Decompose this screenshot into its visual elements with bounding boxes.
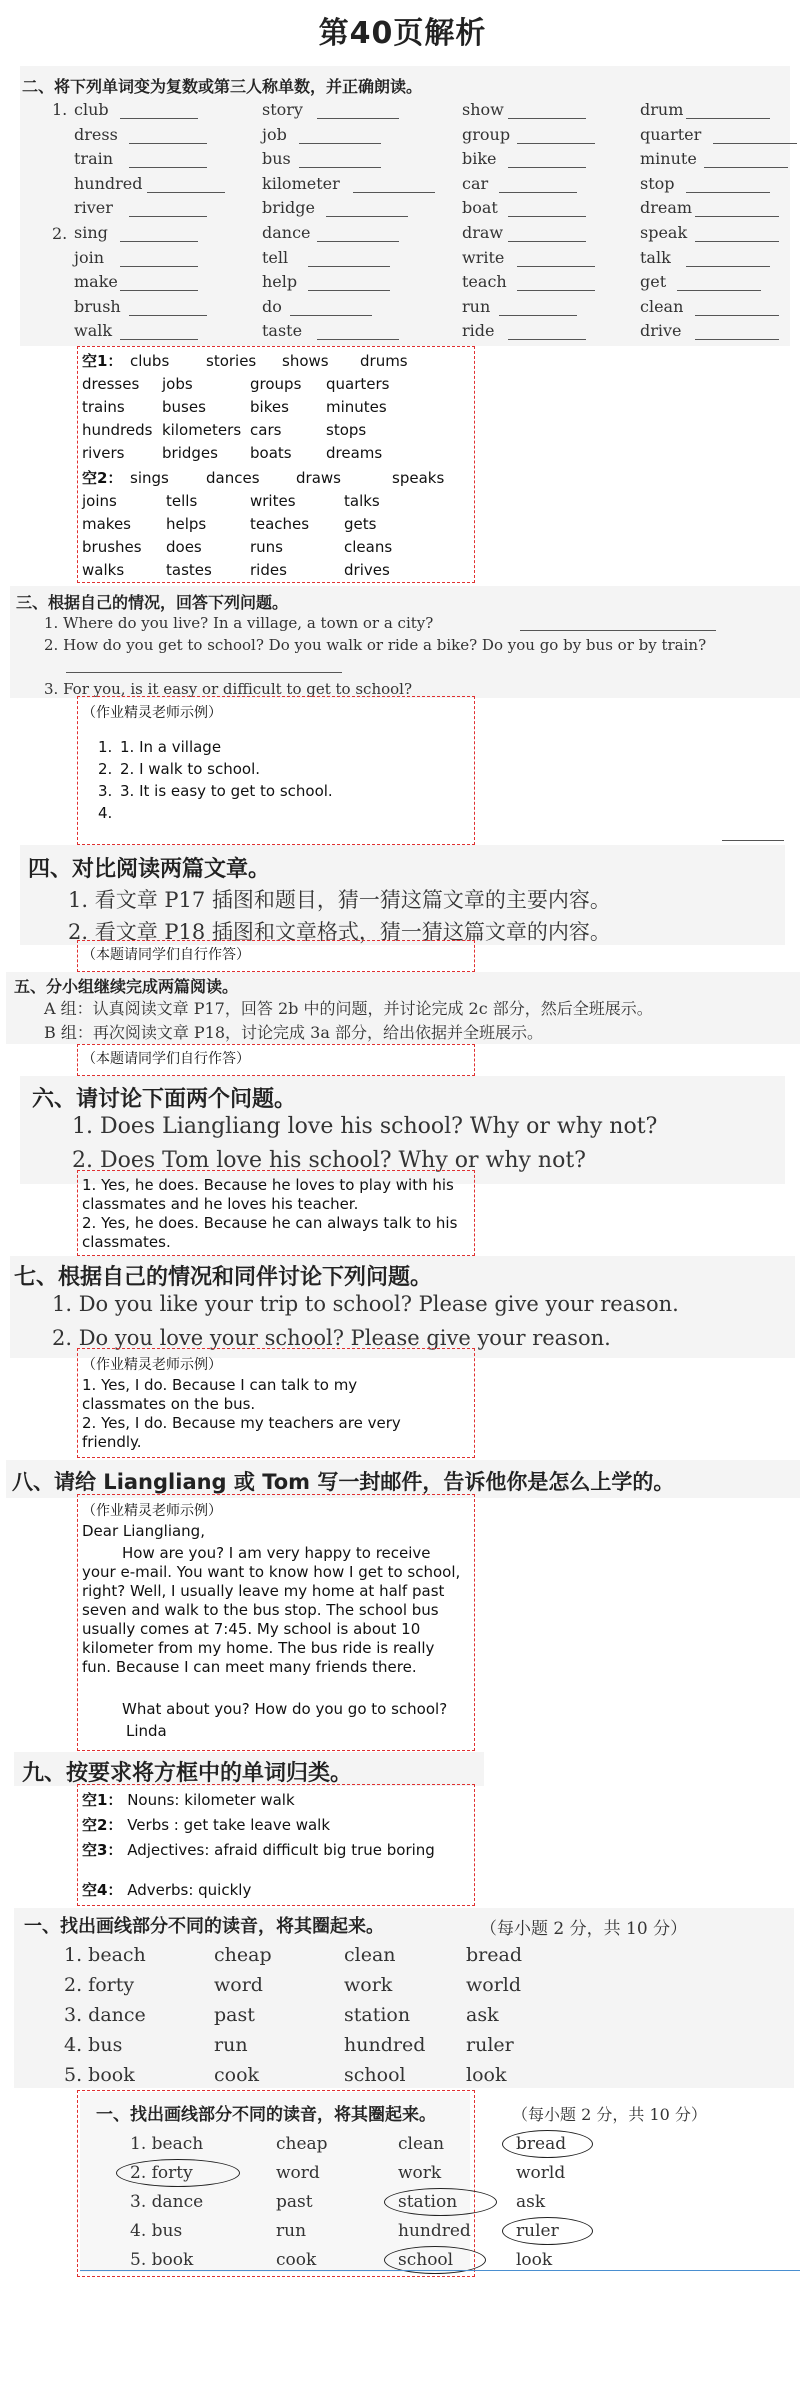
answer-line [695, 315, 779, 316]
phonics-word: past [276, 2192, 313, 2212]
answer-word: dreams [326, 444, 383, 462]
phonics-word: 1. beach [64, 1944, 146, 1966]
answer-line [508, 167, 586, 168]
phonics-word: hundred [398, 2221, 471, 2241]
vocab-word: join [74, 247, 105, 267]
answer-line [713, 143, 797, 144]
answer-word: trains [82, 398, 125, 416]
vocab-word: train [74, 149, 114, 169]
answer-word: quarters [326, 375, 390, 393]
answer-word: cars [250, 421, 282, 439]
vocab-word: car [462, 173, 489, 193]
vocab-word: teach [462, 272, 507, 292]
answer-word: makes [82, 515, 131, 533]
phonics-word: clean [398, 2134, 445, 2154]
phonics-word: station [344, 2004, 411, 2026]
vocab-word: bike [462, 149, 497, 169]
answer-line [129, 167, 207, 168]
section-7-answer-1: 1. Yes, I do. Because I can talk to my classmates on the bus. [82, 1376, 358, 1413]
answer-text: Nouns: kilometer walk [122, 1791, 295, 1809]
phonics-word: school [344, 2064, 406, 2086]
vocab-word: write [462, 247, 505, 267]
answer-line [299, 143, 381, 144]
answer-line [129, 315, 207, 316]
phonics-word: bread [466, 1944, 522, 1966]
section-4-question-1: 1. 看文章 P17 插图和题目，猜一猜这篇文章的主要内容。 [68, 888, 611, 912]
answer-line [686, 118, 770, 119]
answer-word: cleans [344, 538, 393, 556]
section-3-question-1: 1. Where do you live? In a village, a town or a city? [44, 614, 434, 632]
answer-line [299, 167, 381, 168]
vocab-word: minute [640, 149, 697, 169]
answer-word: tastes [166, 561, 212, 579]
answer-line [120, 290, 198, 291]
answer-word: writes [250, 492, 296, 510]
answer-word: draws [296, 469, 341, 487]
section-4-heading: 四、对比阅读两篇文章。 [28, 857, 271, 882]
answer-line [317, 118, 399, 119]
answer-circle [116, 2159, 240, 2187]
answer-word: drives [344, 561, 390, 579]
section-8-heading: 八、请给 Liangliang 或 Tom 写一封邮件，告诉他你是怎么上学的。 [12, 1470, 675, 1494]
section-10-answer-score: （每小题 2 分，共 10 分） [512, 2105, 707, 2124]
section-3-answer-list [98, 736, 333, 824]
answer-line [129, 143, 207, 144]
vocab-word: dream [640, 198, 693, 218]
answer-line [508, 216, 586, 217]
phonics-word: look [466, 2064, 507, 2086]
vocab-word: make [74, 272, 118, 292]
phonics-word: cook [214, 2064, 260, 2086]
answer-line [695, 241, 779, 242]
answer-word: tells [166, 492, 198, 510]
section-2-heading: 二、将下列单词变为复数或第三人称单数，并正确朗读。 [22, 77, 423, 96]
vocab-word: dress [74, 124, 118, 144]
phonics-word: ask [516, 2192, 546, 2212]
answer-word: dresses [82, 375, 140, 393]
answer-line [317, 339, 399, 340]
vocab-word: group [462, 124, 511, 144]
answer-word: gets [344, 515, 377, 533]
answer-word: clubs [130, 352, 170, 370]
vocab-word: kilometer [262, 173, 340, 193]
vocab-word: river [74, 198, 113, 218]
phonics-word: school [398, 2250, 454, 2270]
list-item [82, 1840, 462, 1860]
answer-line [508, 339, 586, 340]
section-9-heading: 九、按要求将方框中的单词归类。 [22, 1761, 353, 1786]
phonics-word: word [276, 2163, 320, 2183]
section-10-heading: 一、找出画线部分不同的读音，将其圈起来。 [24, 1916, 384, 1937]
vocab-word: club [74, 100, 109, 119]
answer-word: stops [326, 421, 367, 439]
answer-line [129, 216, 207, 217]
email-signature: Linda [126, 1722, 167, 1740]
answer-line [120, 266, 198, 267]
answer-line [508, 241, 586, 242]
answer-line [326, 216, 408, 217]
answer-word: bridges [162, 444, 218, 462]
vocab-word: talk [640, 247, 671, 267]
section-3-heading: 三、根据自己的情况，回答下列问题。 [16, 593, 289, 612]
section-6-heading: 六、请讨论下面两个问题。 [32, 1087, 297, 1112]
answer-line [722, 840, 784, 841]
phonics-word: world [516, 2163, 566, 2183]
answer-word: sings [130, 469, 169, 487]
answer-word: does [166, 538, 202, 556]
answer-line [308, 290, 390, 291]
section-5-group-a: A 组：认真阅读文章 P17，回答 2b 中的问题，并讨论完成 2c 部分，然后全班展示。 [44, 999, 653, 1018]
answer-label: 空4： [82, 1881, 123, 1899]
section-3-question-3: 3. For you, is it easy or difficult to get to school? [44, 680, 413, 698]
vocab-word: quarter [640, 124, 702, 144]
vocab-word: tell [262, 247, 289, 267]
list-item [82, 1815, 462, 1835]
phonics-word: work [398, 2163, 442, 2183]
vocab-word: walk [74, 321, 113, 341]
section-2-answer-label-2: 空2： [82, 469, 123, 487]
phonics-word: 5. book [64, 2064, 135, 2086]
answer-line [704, 167, 788, 168]
email-closing-question: What about you? How do you go to school? [122, 1700, 448, 1718]
phonics-word: 4. bus [130, 2221, 183, 2241]
phonics-word: 1. beach [130, 2134, 204, 2154]
answer-line [695, 216, 779, 217]
vocab-word: sing [74, 223, 108, 242]
answer-word: brushes [82, 538, 142, 556]
vocab-word: hundred [74, 173, 143, 193]
answer-word: walks [82, 561, 125, 579]
phonics-word: cook [276, 2250, 317, 2270]
answer-circle [502, 2217, 593, 2245]
answer-word: boats [250, 444, 292, 462]
answer-word: kilometers [162, 421, 242, 439]
answer-circle [502, 2130, 593, 2158]
list-item [82, 1880, 462, 1900]
answer-word: talks [344, 492, 380, 510]
answer-line [517, 266, 595, 267]
section-10-score: （每小题 2 分，共 10 分） [480, 1919, 688, 1939]
answer-word: joins [82, 492, 117, 510]
answer-word: buses [162, 398, 206, 416]
section-7-question-1: 1. Do you like your trip to school? Please give your reason. [52, 1292, 679, 1316]
section-7-heading: 七、根据自己的情况和同伴讨论下列问题。 [14, 1265, 433, 1290]
list-item [82, 1790, 462, 1810]
answer-word: drums [360, 352, 408, 370]
phonics-word: 2. forty [64, 1974, 135, 1996]
vocab-word: brush [74, 296, 121, 316]
section-7-answer-2: 2. Yes, I do. Because my teachers are very friendly. [82, 1414, 401, 1451]
answer-word: runs [250, 538, 283, 556]
phonics-word: ruler [516, 2221, 559, 2241]
vocab-word: run [462, 296, 491, 316]
answer-label: 空2： [82, 1816, 123, 1834]
answer-text: Verbs : get take leave walk [122, 1816, 331, 1834]
answer-line [353, 192, 435, 193]
vocab-word: drive [640, 321, 682, 341]
answer-line [517, 143, 595, 144]
email-greeting: Dear Liangliang, [82, 1522, 205, 1540]
vocab-word: bridge [262, 198, 315, 218]
answer-line [520, 630, 716, 631]
answer-line [66, 672, 342, 673]
section-5-group-b: B 组：再次阅读文章 P18，讨论完成 3a 部分，给出依据并全班展示。 [44, 1023, 543, 1042]
answer-line [499, 315, 577, 316]
list-item: 2. 2. I walk to school. [98, 760, 261, 778]
section-7-note: （作业精灵老师示例） [82, 1357, 222, 1373]
answer-word: shows [282, 352, 329, 370]
vocab-word: get [640, 272, 667, 292]
answer-word: speaks [392, 469, 445, 487]
answer-word: helps [166, 515, 207, 533]
answer-line [317, 241, 399, 242]
section-6-answer-1: 1. Yes, he does. Because he loves to play with his classmates and he loves his teacher. [82, 1176, 454, 1213]
section-2-answer-label-1: 空1： [82, 352, 123, 370]
vocab-word: boat [462, 198, 498, 218]
phonics-word: word [214, 1974, 263, 1996]
answer-word: jobs [162, 375, 193, 393]
phonics-word: ruler [466, 2034, 514, 2056]
phonics-word: work [344, 1974, 393, 1996]
section-6-answer-2: 2. Yes, he does. Because he can always talk to his classmates. [82, 1214, 458, 1251]
section-5-heading: 五、分小组继续完成两篇阅读。 [14, 977, 239, 996]
section-10-answer-heading: 一、找出画线部分不同的读音，将其圈起来。 [96, 2105, 436, 2125]
list-item: 4. [98, 804, 113, 822]
phonics-word: clean [344, 1944, 396, 1966]
vocab-word: dance [262, 223, 311, 242]
vocab-word: draw [462, 223, 504, 242]
answer-line [686, 192, 770, 193]
answer-word: rides [250, 561, 287, 579]
list-item: 3. 3. It is easy to get to school. [98, 782, 333, 800]
vocab-word: job [262, 124, 287, 144]
section-7-question-2: 2. Do you love your school? Please give your reason. [52, 1326, 611, 1350]
phonics-word: look [516, 2250, 553, 2270]
vocab-word: stop [640, 173, 675, 193]
section-3-question-2: 2. How do you get to school? Do you walk or ride a bike? Do you go by bus or by train? [44, 636, 707, 654]
vocab-word: do [262, 296, 282, 316]
phonics-word: bread [516, 2134, 567, 2154]
phonics-word: past [214, 2004, 255, 2026]
phonics-word: cheap [276, 2134, 328, 2154]
vocab-word: drum [640, 100, 684, 119]
answer-label: 空1： [82, 1791, 123, 1809]
phonics-word: ask [466, 2004, 499, 2026]
answer-word: rivers [82, 444, 125, 462]
phonics-word: 2. forty [130, 2163, 193, 2183]
vocab-word: clean [640, 296, 684, 316]
answer-line [677, 290, 761, 291]
answer-line [499, 192, 577, 193]
answer-line [508, 118, 586, 119]
section-2-part2-number: 2. [52, 224, 68, 243]
vocab-word: speak [640, 223, 688, 242]
answer-word: dances [206, 469, 260, 487]
answer-line [147, 192, 225, 193]
phonics-word: 5. book [130, 2250, 194, 2270]
answer-label: 空3： [82, 1841, 123, 1859]
section-8-note: （作业精灵老师示例） [82, 1503, 222, 1519]
section-4-question-2: 2. 看文章 P18 插图和文章格式，猜一猜这篇文章的内容。 [68, 920, 611, 944]
answer-line [308, 266, 390, 267]
section-5-note: （本题请同学们自行作答） [82, 1051, 250, 1067]
answer-line [695, 339, 779, 340]
answer-line [686, 266, 770, 267]
vocab-word: bus [262, 149, 291, 169]
answer-text: Adjectives: afraid difficult big true boring [122, 1841, 435, 1859]
answer-word: stories [206, 352, 257, 370]
page-title: 第40页解析 [318, 16, 487, 51]
phonics-word: run [276, 2221, 307, 2241]
answer-circle [384, 2188, 497, 2216]
phonics-word: 3. dance [64, 2004, 146, 2026]
answer-line [120, 241, 198, 242]
list-item: 1. 1. In a village [98, 738, 222, 756]
phonics-word: cheap [214, 1944, 272, 1966]
answer-word: groups [250, 375, 302, 393]
vocab-word: show [462, 100, 504, 119]
vocab-word: help [262, 272, 298, 292]
answer-line [120, 118, 198, 119]
vocab-word: story [262, 100, 303, 119]
phonics-word: run [214, 2034, 248, 2056]
phonics-word: station [398, 2192, 458, 2212]
answer-word: minutes [326, 398, 387, 416]
phonics-word: 3. dance [130, 2192, 204, 2212]
section-3-note: （作业精灵老师示例） [82, 705, 222, 721]
section-2-part1-number: 1. [52, 100, 68, 119]
answer-word: hundreds [82, 421, 153, 439]
section-6-question-2: 2. Does Tom love his school? Why or why not? [72, 1148, 586, 1173]
answer-line [517, 290, 595, 291]
vocab-word: ride [462, 321, 495, 341]
section-6-question-1: 1. Does Liangliang love his school? Why or why not? [72, 1114, 658, 1139]
vocab-word: taste [262, 321, 303, 341]
email-body: How are you? I am very happy to receive your e-mail. You want to know how I get to school, right? Well, I usually leave my home at half past seven and walk to the bus stop. The school bus usually comes at 7:45. My school is about 10 kilometer from my home. The bus ride is really fun. Because I can meet many friends there. [82, 1544, 461, 1676]
phonics-word: 4. bus [64, 2034, 123, 2056]
divider [80, 2270, 800, 2271]
answer-word: bikes [250, 398, 289, 416]
phonics-word: hundred [344, 2034, 426, 2056]
answer-text: Adverbs: quickly [122, 1881, 252, 1899]
answer-line [120, 339, 198, 340]
phonics-word: world [466, 1974, 522, 1996]
section-4-note: （本题请同学们自行作答） [82, 947, 250, 963]
answer-word: teaches [250, 515, 310, 533]
answer-line [290, 315, 372, 316]
